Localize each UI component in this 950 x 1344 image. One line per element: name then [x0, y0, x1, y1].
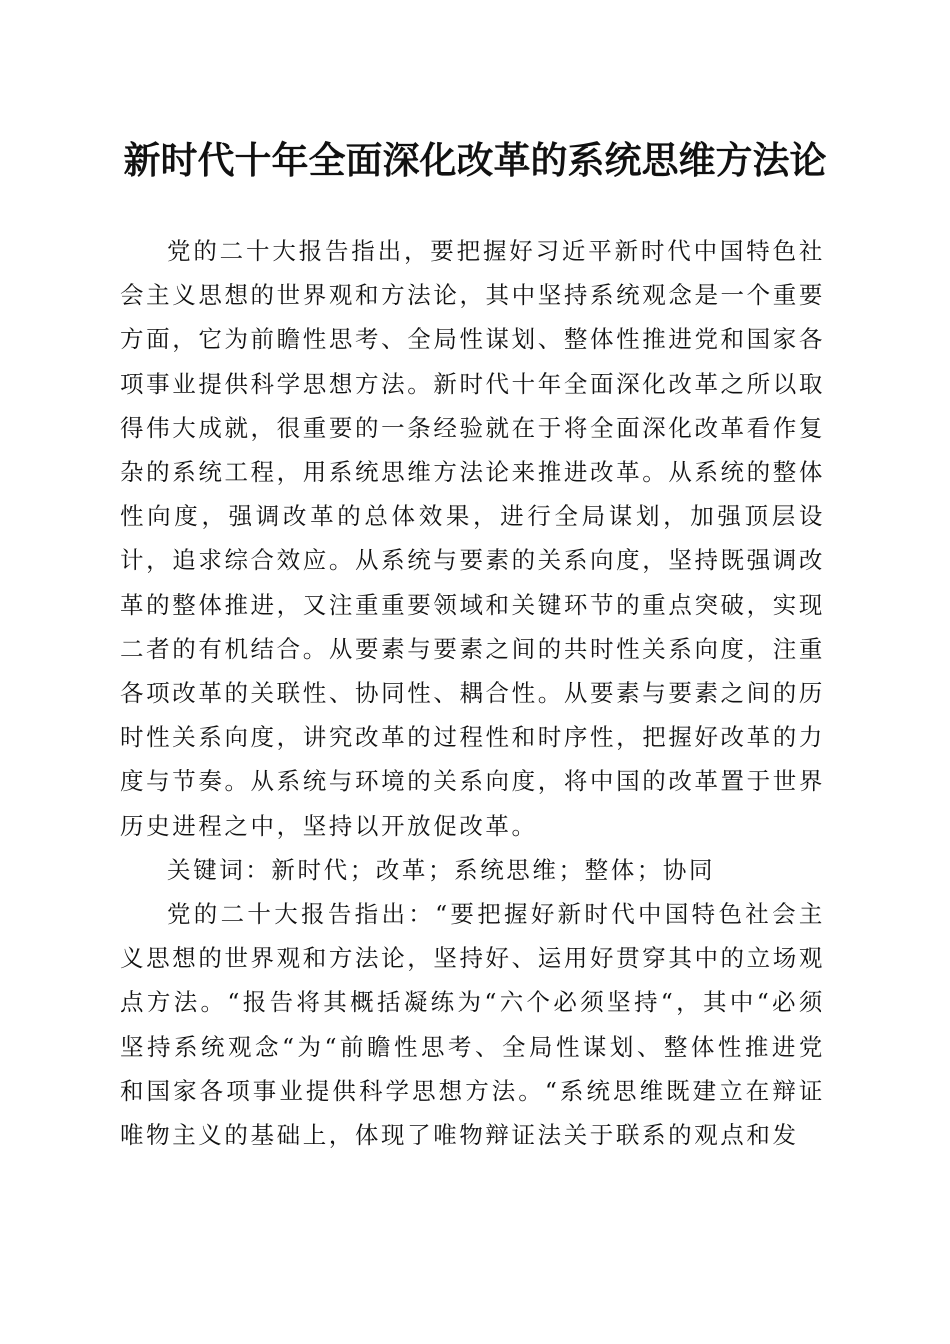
document-title: 新时代十年全面深化改革的系统思维方法论 [123, 138, 827, 182]
document-body [120, 229, 825, 1157]
keywords-paragraph: 关键词：新时代；改革；系统思维；整体；协同 [167, 855, 716, 884]
abstract-paragraph: 党的二十大报告指出，要把握好习近平新时代中国特色社会主义思想的世界观和方法论，其中坚持系统观念是一个重要方面，它为前瞻性思考、全局性谋划、整体性推进党和国家各项事业提供科学思想方法。新时代十年全面深化改革之所以取得伟大成就，很重要的一条经验就在于将全面深化改革看作复杂的系统工程，用系统思维方法论来推进改革。从系统的整体性向度，强调改革的总体效果，进行全局谋划，加强顶层设计，追求综合效应。从系统与要素的关系向度，坚持既强调改革的整体推进，又注重重要领域和关键环节的重点突破，实现二者的有机结合。从要素与要素之间的共时性关系向度，注重各项改革的关联性、协同性、耦合性。从要素与要素之间的历时性关系向度，讲究改革的过程性和时序性，把握好改革的力度与节奏。从系统与环境的关系向度，将中国的改革置于世界历史进程之中，坚持以开放促改革。 [120, 237, 825, 840]
body-paragraph: 党的二十大报告指出：“要把握好新时代中国特色社会主义思想的世界观和方法论，坚持好、运用好贯穿其中的立场观点方法。“报告将其概括凝练为“六个必须坚持“，其中“必须坚持系统观念“为“前瞻性思考、全局性谋划、整体性推进党和国家各项事业提供科学思想方法。“系统思维既建立在辩证唯物主义的基础上，体现了唯物辩证法关于联系的观点和发 [120, 900, 825, 1150]
